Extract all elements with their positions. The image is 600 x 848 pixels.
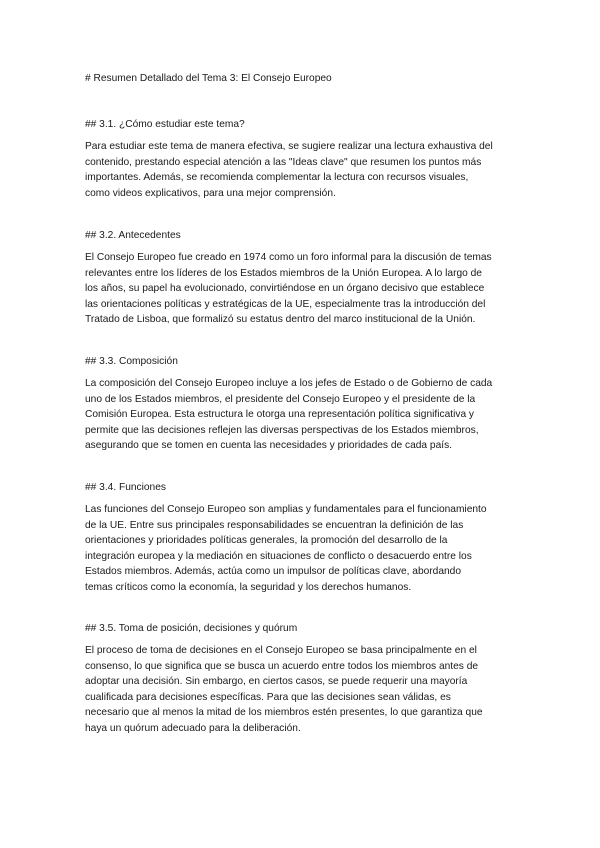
paragraph-line: relevantes entre los líderes de los Estados miembros de la Unión Europea. A lo largo de — [85, 267, 482, 279]
paragraph-line: las orientaciones políticas y estratégicas de la UE, especialmente tras la introducción del — [85, 298, 486, 310]
paragraph-line: integración europea y la mediación en situaciones de conflicto o desacuerdo entre los — [85, 550, 472, 562]
section-paragraph — [85, 250, 517, 328]
section-heading: ## 3.3. Composición — [85, 356, 178, 367]
section-composicion — [85, 355, 517, 454]
paragraph-line: uno de los Estados miembros, el presidente del Consejo Europeo y el presidente de la — [85, 393, 476, 405]
paragraph-line: necesario que al menos la mitad de los miembros estén presentes, lo que garantiza que — [85, 707, 483, 718]
paragraph-line: importantes. Además, se recomienda complementar la lectura con recursos visuales, — [85, 172, 469, 183]
paragraph-line: consenso, lo que significa que se busca un acuerdo entre todos los miembros antes de — [85, 660, 479, 672]
paragraph-line: El Consejo Europeo fue creado en 1974 como un foro informal para la discusión de temas — [85, 252, 492, 263]
paragraph-line: La composición del Consejo Europeo incluye a los jefes de Estado o de Gobierno de cada — [85, 378, 493, 389]
section-paragraph — [85, 502, 517, 595]
section-toma-de-decisiones — [85, 622, 517, 736]
section-paragraph — [85, 139, 517, 201]
section-heading: ## 3.2. Antecedentes — [85, 230, 181, 241]
paragraph-line: cualificada para decisiones específicas. Para que las decisiones sean válidas, es — [85, 691, 451, 703]
paragraph-line: de la UE. Entre sus principales responsabilidades se encuentran la definición de las — [85, 519, 464, 531]
section-heading: ## 3.1. ¿Cómo estudiar este tema? — [85, 119, 245, 130]
paragraph-line: contenido, prestando especial atención a las "Ideas clave" que resumen los puntos más — [85, 156, 482, 168]
section-paragraph — [85, 643, 517, 736]
paragraph-line: Comisión Europea. Esta estructura le otorga una representación política significativa y — [85, 409, 475, 420]
paragraph-line: permite que las decisiones reflejen las diversas perspectivas de los Estados miembros, — [85, 424, 479, 436]
section-paragraph — [85, 376, 517, 454]
paragraph-line: Estados miembros. Además, actúa como un impulsor de políticas clave, abordando — [85, 566, 462, 577]
paragraph-line: haya un quórum adecuado para la deliberación. — [85, 722, 301, 734]
paragraph-line: como videos explicativos, para una mejor comprensión. — [85, 187, 336, 199]
paragraph-line: El proceso de toma de decisiones en el Consejo Europeo se basa principalmente en el — [85, 645, 477, 656]
paragraph-line: adoptar una decisión. Sin embargo, en ciertos casos, se puede requerir una mayoría — [85, 676, 468, 687]
paragraph-line: los años, su papel ha evolucionado, convirtiéndose en un órgano decisivo que establece — [85, 283, 485, 294]
document-title: # Resumen Detallado del Tema 3: El Consejo Europeo — [85, 73, 332, 84]
section-how-to-study — [85, 118, 517, 201]
paragraph-line: Para estudiar este tema de manera efectiva, se sugiere realizar una lectura exhaustiva del — [85, 141, 493, 152]
paragraph-line: Las funciones del Consejo Europeo son amplias y fundamentales para el funcionamiento — [85, 504, 487, 515]
paragraph-line: temas críticos como la economía, la seguridad y los derechos humanos. — [85, 581, 412, 593]
section-heading: ## 3.4. Funciones — [85, 482, 166, 493]
paragraph-line: Tratado de Lisboa, que formalizó su estatus dentro del marco institucional de la Unión. — [85, 314, 476, 325]
paragraph-line: asegurando que se tomen en cuenta las necesidades y prioridades de cada país. — [85, 440, 452, 451]
section-antecedentes — [85, 229, 517, 328]
section-heading: ## 3.5. Toma de posición, decisiones y quórum — [85, 623, 298, 634]
paragraph-line: orientaciones y prioridades políticas generales, la promoción del desarrollo de la — [85, 535, 448, 546]
section-funciones — [85, 481, 517, 595]
